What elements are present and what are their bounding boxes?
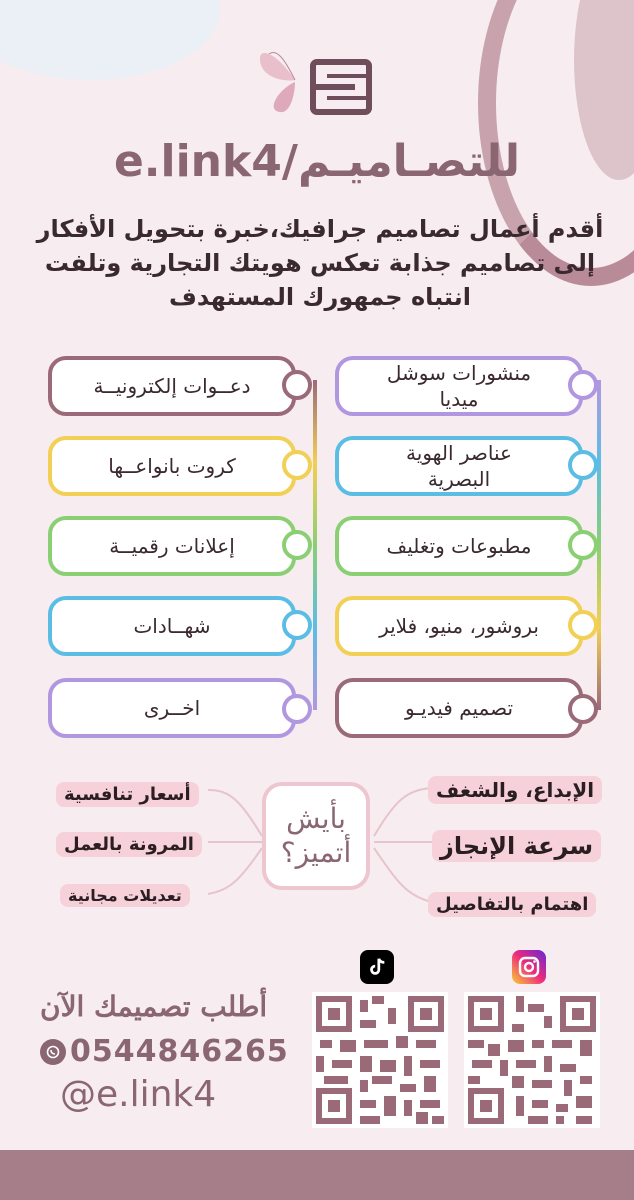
center-question: بأيش أتميز؟ <box>280 802 352 869</box>
service-item-video-design <box>335 678 583 738</box>
service-label: عناصر الهوية البصرية <box>406 441 512 491</box>
service-knob <box>568 450 598 480</box>
connector-line-left <box>313 380 317 710</box>
service-item-print-packaging <box>335 516 583 576</box>
service-label: دعــوات إلكترونيــة <box>93 374 251 398</box>
background-shape-top-left <box>0 0 220 80</box>
phone-row[interactable] <box>40 1034 289 1069</box>
instagram-icon[interactable] <box>512 950 546 984</box>
whatsapp-icon <box>40 1039 66 1065</box>
service-knob <box>568 530 598 560</box>
phone-number: 0544846265 <box>70 1034 289 1069</box>
service-label: تصميم فيديـو <box>404 696 514 720</box>
service-label: شهــادات <box>133 614 211 638</box>
service-item-brochure-menu-flyer <box>335 596 583 656</box>
service-label: كروت بانواعــها <box>108 454 236 478</box>
service-knob <box>282 450 312 480</box>
service-label: اخــرى <box>143 696 201 720</box>
service-knob <box>282 694 312 724</box>
service-item-e-invitations <box>48 356 296 416</box>
center-question-bubble <box>262 782 370 890</box>
service-knob <box>568 694 598 724</box>
butterfly-logo-icon <box>255 40 375 120</box>
service-knob <box>282 370 312 400</box>
footer-bar <box>0 1150 634 1200</box>
service-knob <box>282 610 312 640</box>
social-handle: @e.link4 <box>60 1074 217 1115</box>
order-text: أطلب تصميمك الآن <box>40 990 268 1023</box>
tiktok-icon[interactable] <box>360 950 394 984</box>
service-label: إعلانات رقميــة <box>109 534 235 558</box>
service-label: بروشور، منيو، فلاير <box>379 614 539 638</box>
tiktok-qr-code <box>312 992 448 1128</box>
service-item-other <box>48 678 296 738</box>
service-item-certificates <box>48 596 296 656</box>
feature-flexibility: المرونة بالعمل <box>56 832 202 857</box>
service-label: مطبوعات وتغليف <box>386 534 532 558</box>
instagram-qr-code <box>464 992 600 1128</box>
feature-speed: سرعة الإنجاز <box>432 830 601 862</box>
service-label: منشورات سوشل ميديا <box>386 361 532 411</box>
feature-attention-to-detail: اهتمام بالتفاصيل <box>428 892 596 917</box>
service-knob <box>568 370 598 400</box>
service-item-visual-identity <box>335 436 583 496</box>
service-item-social-media <box>335 356 583 416</box>
service-item-digital-ads <box>48 516 296 576</box>
feature-free-edits: تعديلات مجانية <box>60 884 190 907</box>
service-item-cards <box>48 436 296 496</box>
service-knob <box>568 610 598 640</box>
feature-competitive-prices: أسعار تنافسية <box>56 782 199 807</box>
service-knob <box>282 530 312 560</box>
feature-creativity: الإبداع، والشغف <box>428 776 602 804</box>
brand-title: e.link4/للتصـاميـم <box>113 136 521 187</box>
intro-text: أقدم أعمال تصاميم جرافيك،خبرة بتحويل الأفكار إلى تصاميم جذابة تعكس هويتك التجارية وتلفت انتباه جمهورك المستهدف <box>36 215 604 311</box>
